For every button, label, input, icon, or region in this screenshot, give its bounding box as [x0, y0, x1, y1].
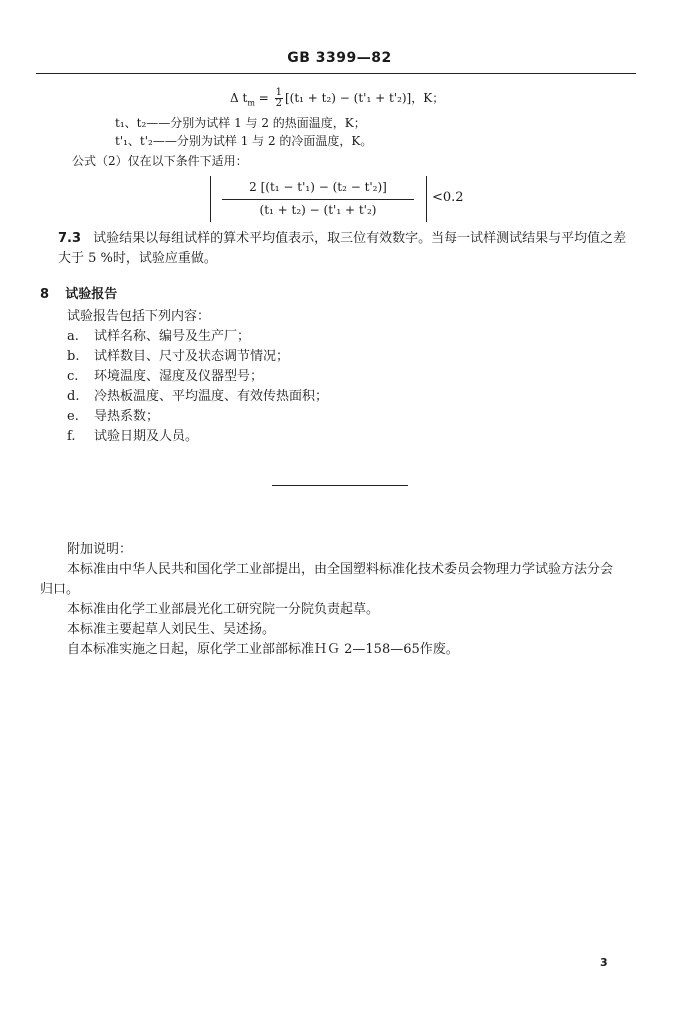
notes-line1-continued: 归口。 — [40, 582, 80, 597]
list-item — [67, 385, 328, 404]
formula-mean-temp-difference — [230, 88, 444, 109]
definition-cold-face — [115, 132, 372, 149]
list-item-label: c. — [67, 369, 79, 384]
list-item — [67, 425, 198, 444]
clause-text: 试验结果以每组试样的算术平均值表示，取三位有效数字。当每一试样测试结果与平均值之差 — [93, 231, 627, 246]
formula-lhs-subscript: m — [247, 98, 255, 108]
list-item-text: 试验日期及人员。 — [94, 429, 199, 444]
definition-dash: —— — [146, 116, 171, 130]
list-item-label: b. — [67, 349, 80, 364]
formula-rhs: [(t₁ + t₂) − (t'₁ + t'₂)]，K； — [284, 91, 445, 105]
clause-number: 7.3 — [58, 231, 82, 246]
fraction-denominator: 2 — [275, 98, 282, 109]
notes-line3: 本标准主要起草人刘民生、吴述扬。 — [67, 622, 276, 637]
list-item-label: d. — [67, 389, 80, 404]
header-rule — [36, 73, 636, 74]
definition-text: 分别为试样 1 与 2 的热面温度，K； — [170, 116, 366, 130]
list-item-text: 冷热板温度、平均温度、有效传热面积； — [94, 389, 329, 404]
condition-numerator: 2 [(t₁ − t'₁) − (t₂ − t'₂)] — [249, 180, 387, 194]
notes-line2: 本标准由化学工业部晨光化工研究院一分院负责起草。 — [67, 602, 380, 617]
list-item — [67, 405, 159, 424]
notes-line1: 本标准由中华人民共和国化学工业部提出，由全国塑料标准化技术委员会物理力学试验方法分会 — [67, 562, 614, 577]
list-item-text: 试样数目、尺寸及状态调节情况； — [94, 349, 290, 364]
clause-7-3-line2: 大于 5 %时，试验应重做。 — [58, 251, 217, 266]
definition-hot-face — [115, 114, 366, 131]
list-item-label: f. — [67, 429, 76, 444]
section-8-heading — [40, 283, 117, 302]
fraction-numerator: 1 — [275, 87, 282, 98]
absolute-bar-right — [426, 176, 427, 222]
formula-lhs: Δ t — [230, 91, 248, 105]
formula-condition-fraction — [210, 178, 426, 222]
list-item — [67, 345, 289, 364]
list-item-text: 环境温度、湿度及仪器型号； — [94, 369, 264, 384]
section-8-intro: 试验报告包括下列内容： — [67, 309, 211, 324]
condition-relation: <0.2 — [432, 190, 464, 205]
section-title: 试验报告 — [65, 287, 118, 302]
formula-equals: = — [254, 91, 273, 105]
list-item — [67, 325, 250, 344]
page-number: 3 — [600, 956, 608, 969]
condition-denominator: (t₁ + t₂) − (t'₁ + t'₂) — [259, 203, 377, 217]
fraction-line — [222, 199, 414, 200]
clause-7-3-line1 — [58, 227, 626, 246]
formula-half-fraction — [275, 88, 283, 109]
definition-symbol: t'₁、t'₂ — [115, 134, 153, 148]
notes-line4: 自本标准实施之日起，原化学工业部部标准ＨＧ 2—158—65作废。 — [67, 642, 459, 657]
notes-title: 附加说明： — [67, 542, 133, 557]
section-number: 8 — [40, 287, 50, 302]
definition-dash: —— — [152, 134, 177, 148]
list-item — [67, 365, 263, 384]
standard-number-header: GB 3399—82 — [287, 50, 392, 66]
end-of-text-rule — [272, 485, 408, 486]
definition-symbol: t₁、t₂ — [115, 116, 147, 130]
list-item-text: 试样名称、编号及生产厂； — [94, 329, 251, 344]
list-item-text: 导热系数； — [94, 409, 160, 424]
list-item-label: e. — [67, 409, 79, 424]
condition-intro: 公式（2）仅在以下条件下适用： — [72, 154, 248, 168]
list-item-label: a. — [67, 329, 79, 344]
definition-text: 分别为试样 1 与 2 的冷面温度，K。 — [176, 134, 373, 148]
